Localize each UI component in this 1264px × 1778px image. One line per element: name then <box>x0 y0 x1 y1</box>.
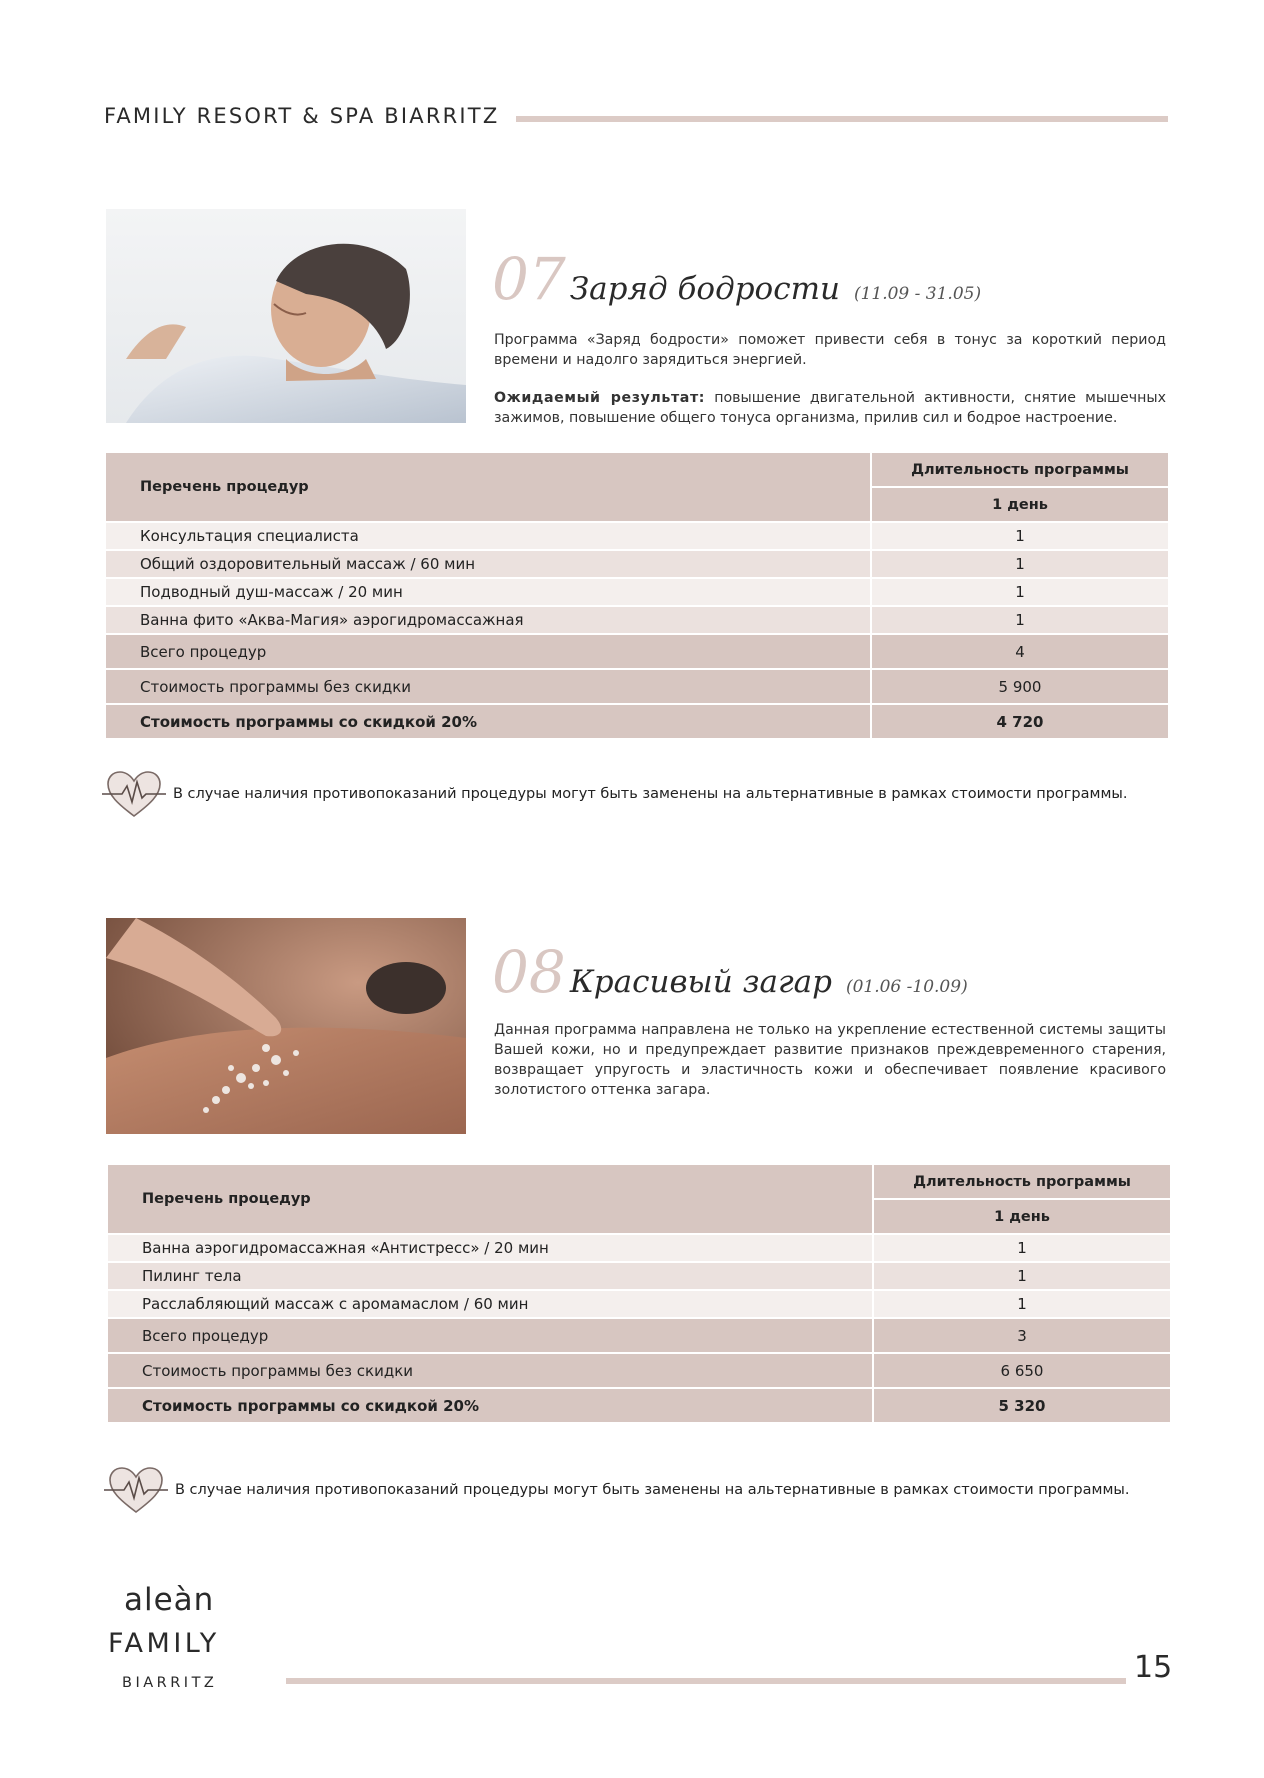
procedure-count: 1 <box>871 550 1169 578</box>
header-title: FAMILY RESORT & SPA BIARRITZ <box>104 104 500 128</box>
program-name: Красивый загар <box>569 964 832 1000</box>
col-duration-header: Длительность программы <box>873 1164 1171 1199</box>
heart-pulse-icon <box>102 768 166 820</box>
discount-label: Стоимость программы со скидкой 20% <box>105 704 871 739</box>
logo-alean: aleàn <box>124 1582 215 1618</box>
result-label: Ожидаемый результат: <box>494 390 706 406</box>
program-08-note: В случае наличия противопоказаний процедуры могут быть заменены на альтернативные в рамках стоимости программы. <box>175 1482 1130 1498</box>
footer-divider <box>286 1678 1126 1684</box>
discount-value: 4 720 <box>871 704 1169 739</box>
price-value: 6 650 <box>873 1353 1171 1388</box>
header-divider <box>516 116 1168 122</box>
program-dates: (11.09 - 31.05) <box>853 284 982 304</box>
procedure-name: Подводный душ-массаж / 20 мин <box>105 578 871 606</box>
program-description-text: Данная программа направлена не только на укрепление естественной системы защиты Вашей кожи, но и предупреждает развитие признаков преждевременного старения, возвращает упругость и эластичность кожи и обеспечивает появление красивого золотистого оттенка загара. <box>494 1022 1166 1098</box>
discount-value: 5 320 <box>873 1388 1171 1423</box>
program-name: Заряд бодрости <box>569 271 840 307</box>
total-row <box>105 634 1169 669</box>
program-07-note: В случае наличия противопоказаний процедуры могут быть заменены на альтернативные в рамках стоимости программы. <box>173 786 1128 802</box>
procedure-count: 1 <box>873 1234 1171 1262</box>
price-value: 5 900 <box>871 669 1169 704</box>
procedure-count: 1 <box>871 522 1169 550</box>
total-label: Всего процедур <box>105 634 871 669</box>
program-08-heading <box>492 938 968 1006</box>
table-row <box>107 1290 1171 1318</box>
price-row <box>105 669 1169 704</box>
procedure-name: Общий оздоровительный массаж / 60 мин <box>105 550 871 578</box>
procedure-name: Консультация специалиста <box>105 522 871 550</box>
col-days-header: 1 день <box>871 487 1169 522</box>
col-procedures-header: Перечень процедур <box>105 452 871 522</box>
procedure-count: 1 <box>871 606 1169 634</box>
program-description-text: Программа «Заряд бодрости» поможет привести себя в тонус за короткий период времени и надолго зарядиться энергией. <box>494 332 1166 368</box>
program-number: 07 <box>492 245 566 313</box>
total-value: 3 <box>873 1318 1171 1353</box>
discount-row <box>105 704 1169 739</box>
table-row <box>105 522 1169 550</box>
procedure-name: Ванна фито «Аква-Магия» аэрогидромассажная <box>105 606 871 634</box>
table-row <box>107 1234 1171 1262</box>
table-row <box>107 1262 1171 1290</box>
price-label: Стоимость программы без скидки <box>105 669 871 704</box>
program-07-heading <box>492 245 981 313</box>
program-07-table <box>104 451 1170 740</box>
total-label: Всего процедур <box>107 1318 873 1353</box>
procedure-count: 1 <box>871 578 1169 606</box>
program-result <box>494 388 1166 428</box>
discount-label: Стоимость программы со скидкой 20% <box>107 1388 873 1423</box>
table-row <box>105 550 1169 578</box>
program-08-table <box>106 1163 1172 1424</box>
program-number: 08 <box>492 938 566 1006</box>
procedure-count: 1 <box>873 1290 1171 1318</box>
discount-row <box>107 1388 1171 1423</box>
col-days-header: 1 день <box>873 1199 1171 1234</box>
col-duration-header: Длительность программы <box>871 452 1169 487</box>
program-07-photo <box>106 209 466 423</box>
price-row <box>107 1353 1171 1388</box>
procedure-name: Пилинг тела <box>107 1262 873 1290</box>
total-value: 4 <box>871 634 1169 669</box>
total-row <box>107 1318 1171 1353</box>
procedure-count: 1 <box>873 1262 1171 1290</box>
program-08-description <box>494 1020 1166 1118</box>
logo-biarritz: BIARRITZ <box>122 1675 218 1691</box>
page-number: 15 <box>1134 1650 1173 1685</box>
program-dates: (01.06 -10.09) <box>845 977 968 997</box>
col-procedures-header: Перечень процедур <box>107 1164 873 1234</box>
heart-pulse-icon <box>104 1464 168 1516</box>
procedure-name: Расслабляющий массаж с аромамаслом / 60 мин <box>107 1290 873 1318</box>
logo-family: FAMILY <box>108 1628 220 1659</box>
table-row <box>105 606 1169 634</box>
table-row <box>105 578 1169 606</box>
program-07-description <box>494 330 1166 446</box>
procedure-name: Ванна аэрогидромассажная «Антистресс» / 20 мин <box>107 1234 873 1262</box>
program-08-photo <box>106 918 466 1134</box>
result-text: повышение двигательной активности, снятие мышечных зажимов, повышение общего тонуса организма, прилив сил и бодрое настроение. <box>494 390 1167 426</box>
price-label: Стоимость программы без скидки <box>107 1353 873 1388</box>
